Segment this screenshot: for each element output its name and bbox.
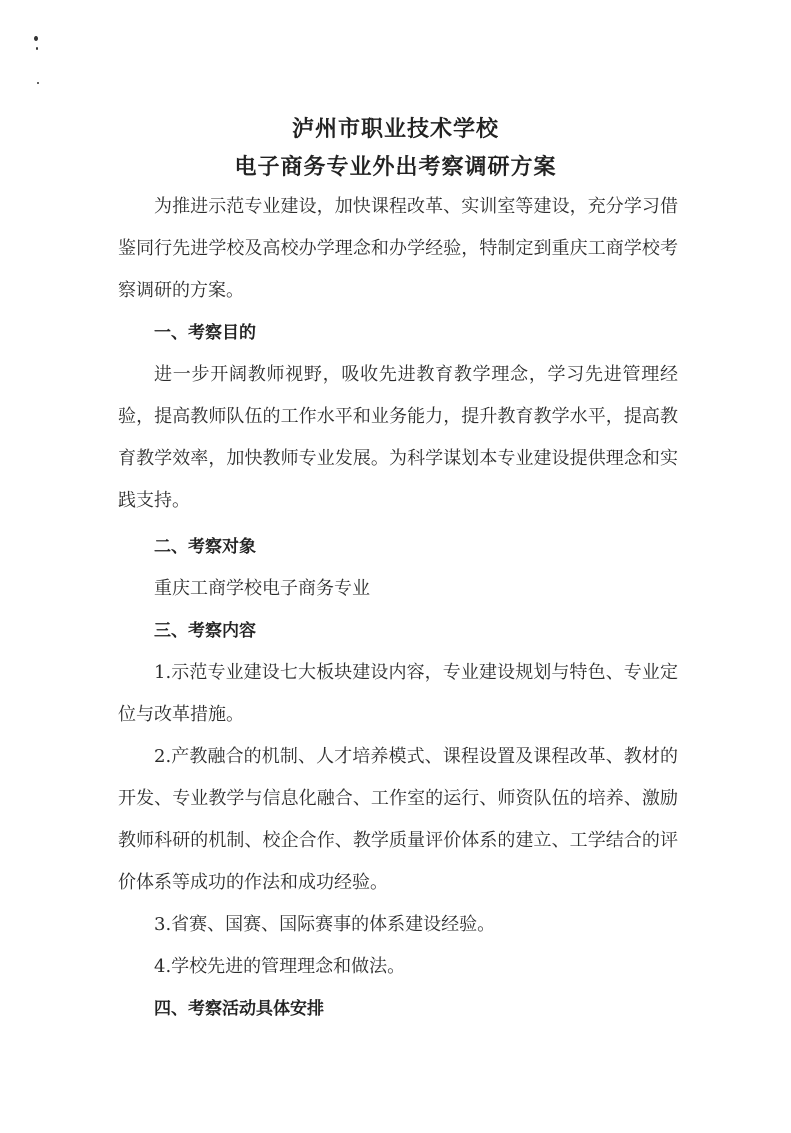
- section-heading-target: 二、考察对象: [154, 537, 256, 557]
- list-item: 4.学校先进的管理理念和做法。: [154, 956, 406, 977]
- section-paragraph: 重庆工商学校电子商务专业: [154, 578, 370, 599]
- section-heading-purpose: 一、考察目的: [154, 323, 256, 343]
- intro-paragraph: 为推进示范专业建设，加快课程改革、实训室等建设，充分学习借鉴同行先进学校及高校办学理念和办学经验，特制定到重庆工商学校考察调研的方案。: [118, 196, 678, 301]
- document-body: [118, 186, 678, 1030]
- section-paragraph: 进一步开阔教师视野，吸收先进教育教学理念，学习先进管理经验，提高教师队伍的工作水平和业务能力，提升教育教学水平，提高教育教学效率，加快教师专业发展。为科学谋划本专业建设提供理念和实践支持。: [118, 364, 678, 511]
- list-item: 2.产教融合的机制、人才培养模式、课程设置及课程改革、教材的开发、专业教学与信息化融合、工作室的运行、师资队伍的培养、激励教师科研的机制、校企合作、教学质量评价体系的建立、工学结合的评价体系等成功的作法和成功经验。: [118, 746, 678, 893]
- scan-speck: [37, 82, 39, 84]
- scan-speck: [36, 47, 38, 50]
- scan-speck: [34, 36, 38, 41]
- section-heading-content: 三、考察内容: [154, 621, 256, 641]
- section-heading-schedule: 四、考察活动具体安排: [154, 999, 324, 1019]
- list-item: 3.省赛、国赛、国际赛事的体系建设经验。: [154, 914, 496, 935]
- document-title-line1: 泸州市职业技术学校: [291, 117, 499, 142]
- list-item: 1.示范专业建设七大板块建设内容，专业建设规划与特色、专业定位与改革措施。: [118, 662, 678, 725]
- document-title-line2: 电子商务专业外出考察调研方案: [234, 155, 557, 180]
